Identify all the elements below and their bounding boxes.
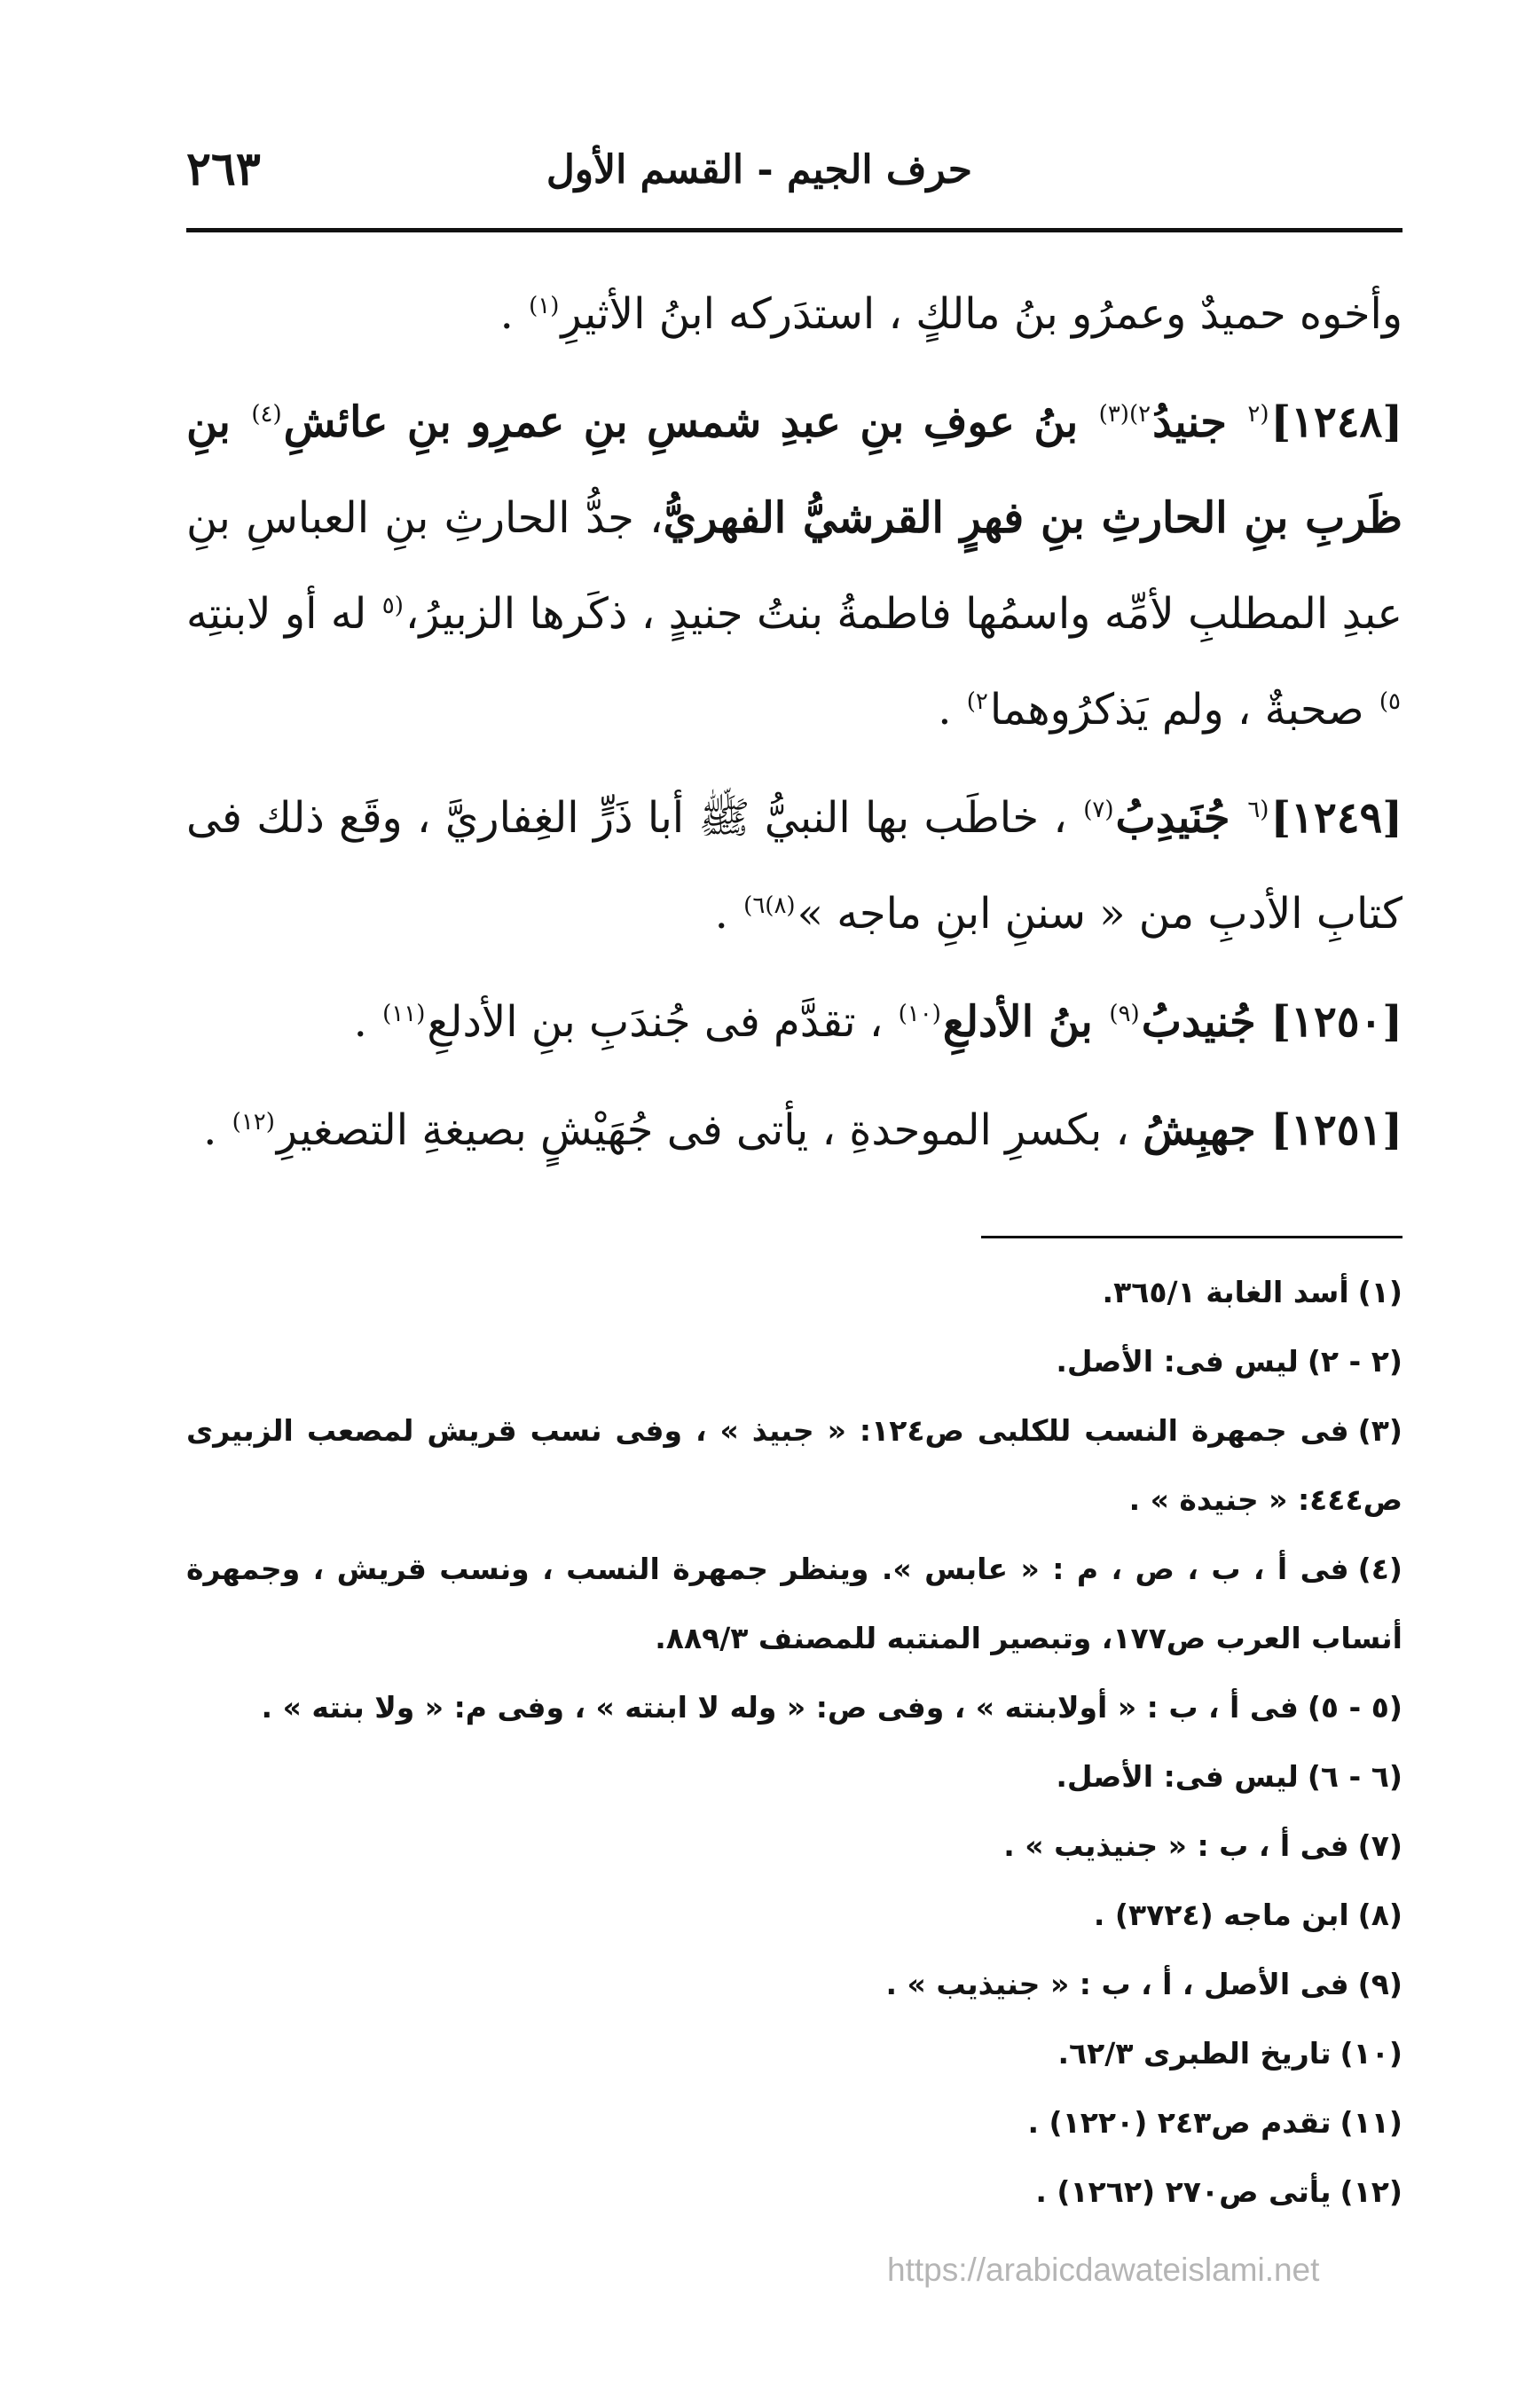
footnote-mark: (٥ - ٥) [1307, 1690, 1402, 1725]
page-number: ٢٦٣ [186, 142, 261, 196]
text-segment: ، تقدَّم فى جُندَبِ بنِ الأدلعِ [427, 997, 897, 1047]
entry-heading: جُنيدبُ [1141, 997, 1271, 1047]
footnote-9 [186, 1950, 1402, 2019]
footnote-ref: (٧) [1083, 797, 1114, 823]
footnote-10 [186, 2019, 1402, 2088]
footnote-mark: (١١) [1340, 2105, 1402, 2140]
entry-number: [١٢٥٠] [1270, 997, 1402, 1047]
footnote-ref: (٢ [1247, 401, 1269, 428]
footnote-text: فى الأصل ، أ ، ب : « جنيذيب » . [885, 1967, 1349, 2001]
footnote-ref: ٢) [966, 688, 988, 715]
footnote-ref: (٨)٦) [743, 892, 796, 919]
header-title: حرف الجيم - القسم الأول [546, 147, 972, 193]
footnote-11 [186, 2088, 1402, 2157]
footnote-mark: (١) [1357, 1275, 1402, 1309]
footnote-ref: (٦ [1247, 797, 1269, 823]
text-segment: صحبةٌ ، ولم يَذكرُوهما [989, 685, 1378, 735]
footnote-text: فى أ ، ب : « أولابنته » ، وفى ص: « وله لا ابنته » ، وفى م: « ولا بنته » . [261, 1690, 1299, 1725]
text-segment: . [203, 1105, 231, 1155]
footnote-mark: (٩) [1357, 1967, 1402, 2001]
footnote-text: ليس فى: الأصل. [1056, 1759, 1299, 1794]
footnote-3 [186, 1396, 1402, 1535]
footnote-text: تقدم ص٢٤٣ (١٢٢٠) . [1027, 2105, 1332, 2140]
text-segment: له أو لابنتِه [186, 589, 381, 639]
footnote-mark: (٢ - ٢) [1307, 1344, 1402, 1379]
text-segment: . [714, 889, 742, 939]
footnote-5 [186, 1673, 1402, 1742]
entry-heading: جُنَيدِبُ [1115, 793, 1246, 843]
text-segment: . [353, 997, 381, 1047]
entry-heading: جنيدُ [1152, 397, 1246, 447]
footnote-12 [186, 2157, 1402, 2227]
entry-1248 [186, 374, 1402, 758]
paragraph-intro [186, 266, 1402, 362]
entry-heading: جهبِشُ [1143, 1105, 1271, 1155]
header-rule [186, 228, 1402, 232]
footnote-mark: (٤) [1357, 1552, 1402, 1586]
footnote-mark: (٧) [1357, 1828, 1402, 1863]
footnote-4 [186, 1535, 1402, 1673]
footnote-mark: (٦ - ٦) [1307, 1759, 1402, 1794]
entry-1249 [186, 770, 1402, 962]
footnote-mark: (١٠) [1340, 2036, 1402, 2071]
footnote-mark: (٨) [1357, 1898, 1402, 1932]
footnote-ref: ٢)(٣) [1098, 401, 1151, 428]
footnotes [186, 1258, 1402, 2227]
footnote-ref: (٥ [381, 593, 404, 619]
entry-1250 [186, 974, 1402, 1070]
text-segment: وأخوه حميدٌ وعمرُو بنُ مالكٍ ، استدَركه ابنُ الأثيرِ [561, 289, 1402, 339]
footnote-text: ليس فى: الأصل. [1056, 1344, 1299, 1379]
footnote-text: تاريخ الطبرى ٦٢/٣. [1057, 2036, 1332, 2071]
text-segment: . [938, 685, 965, 735]
text-segment: ، بكسرِ الموحدةِ ، يأتى فى جُهَيْشٍ بصيغةِ التصغيرِ [276, 1105, 1143, 1155]
footnote-2 [186, 1327, 1402, 1396]
footnote-mark: (٣) [1357, 1413, 1402, 1448]
footnote-ref: (٩) [1109, 1001, 1140, 1027]
footnote-ref: (٤) [251, 401, 282, 428]
text-segment: ، جدُّ الحارثِ بنِ العباسِ بنِ عبدِ المطلبِ لأمِّه واسمُها فاطمةُ بنتُ جنيدٍ ، ذكَرها الزبيرُ، [186, 493, 1402, 639]
footnote-8 [186, 1881, 1402, 1950]
entry-heading: بنُ الأدلعِ [942, 997, 1108, 1047]
entry-number: [١٢٤٨] [1270, 397, 1403, 447]
footnote-mark: (١٢) [1340, 2174, 1402, 2209]
running-header [186, 142, 1402, 213]
footnote-6 [186, 1742, 1402, 1812]
text-segment: . [499, 289, 528, 339]
entry-number: [١٢٥١] [1270, 1105, 1402, 1155]
footnote-text: أسد الغابة ٣٦٥/١. [1102, 1275, 1349, 1309]
footnote-7 [186, 1812, 1402, 1881]
footnote-text: فى أ ، ب ، ص ، م : « عابس ». وينظر جمهرة النسب ، ونسب قريش ، وجمهرة أنساب العرب ص١٧٧، وتبصير المنتبه للمصنف ٨٨٩/٣. [186, 1552, 1402, 1655]
footnote-ref: ٥) [1379, 688, 1401, 715]
footnote-separator [981, 1236, 1402, 1238]
text-segment: ، خاطَب بها النبيُّ ﷺ أبا ذَرٍّ الغِفاريَّ ، وقَع ذلك فى كتابِ الأدبِ من « سننِ ابنِ ماجه » [186, 793, 1402, 939]
footnote-text: فى جمهرة النسب للكلبى ص١٢٤: « جبيذ » ، وفى نسب قريش لمصعب الزبيرى ص٤٤٤: « جنيدة » . [186, 1413, 1402, 1517]
footnote-1 [186, 1258, 1402, 1327]
footnote-text: فى أ ، ب : « جنيذيب » . [1003, 1828, 1349, 1863]
footnote-text: ابن ماجه (٣٧٢٤) . [1093, 1898, 1349, 1932]
entry-heading: بنُ عوفِ بنِ عبدِ شمسِ بنِ عمرِو بنِ عائشِ [283, 397, 1097, 447]
footnote-ref: (١١) [382, 1001, 426, 1027]
entry-heading: بنِ ظَربِ بنِ الحارثِ بنِ فهرٍ القرشيُّ الفهريُّ [186, 397, 1402, 543]
entry-number: [١٢٤٩] [1270, 793, 1403, 843]
main-text [186, 266, 1402, 1178]
footnote-ref: (١) [529, 293, 560, 319]
entry-1251 [186, 1082, 1402, 1178]
footnote-ref: (١٠) [898, 1001, 941, 1027]
footnote-ref: (١٢) [232, 1109, 275, 1136]
watermark-url: https://arabicdawateislami.net [887, 2252, 1320, 2288]
footnote-text: يأتى ص٢٧٠ (١٢٦٢) . [1035, 2174, 1332, 2209]
